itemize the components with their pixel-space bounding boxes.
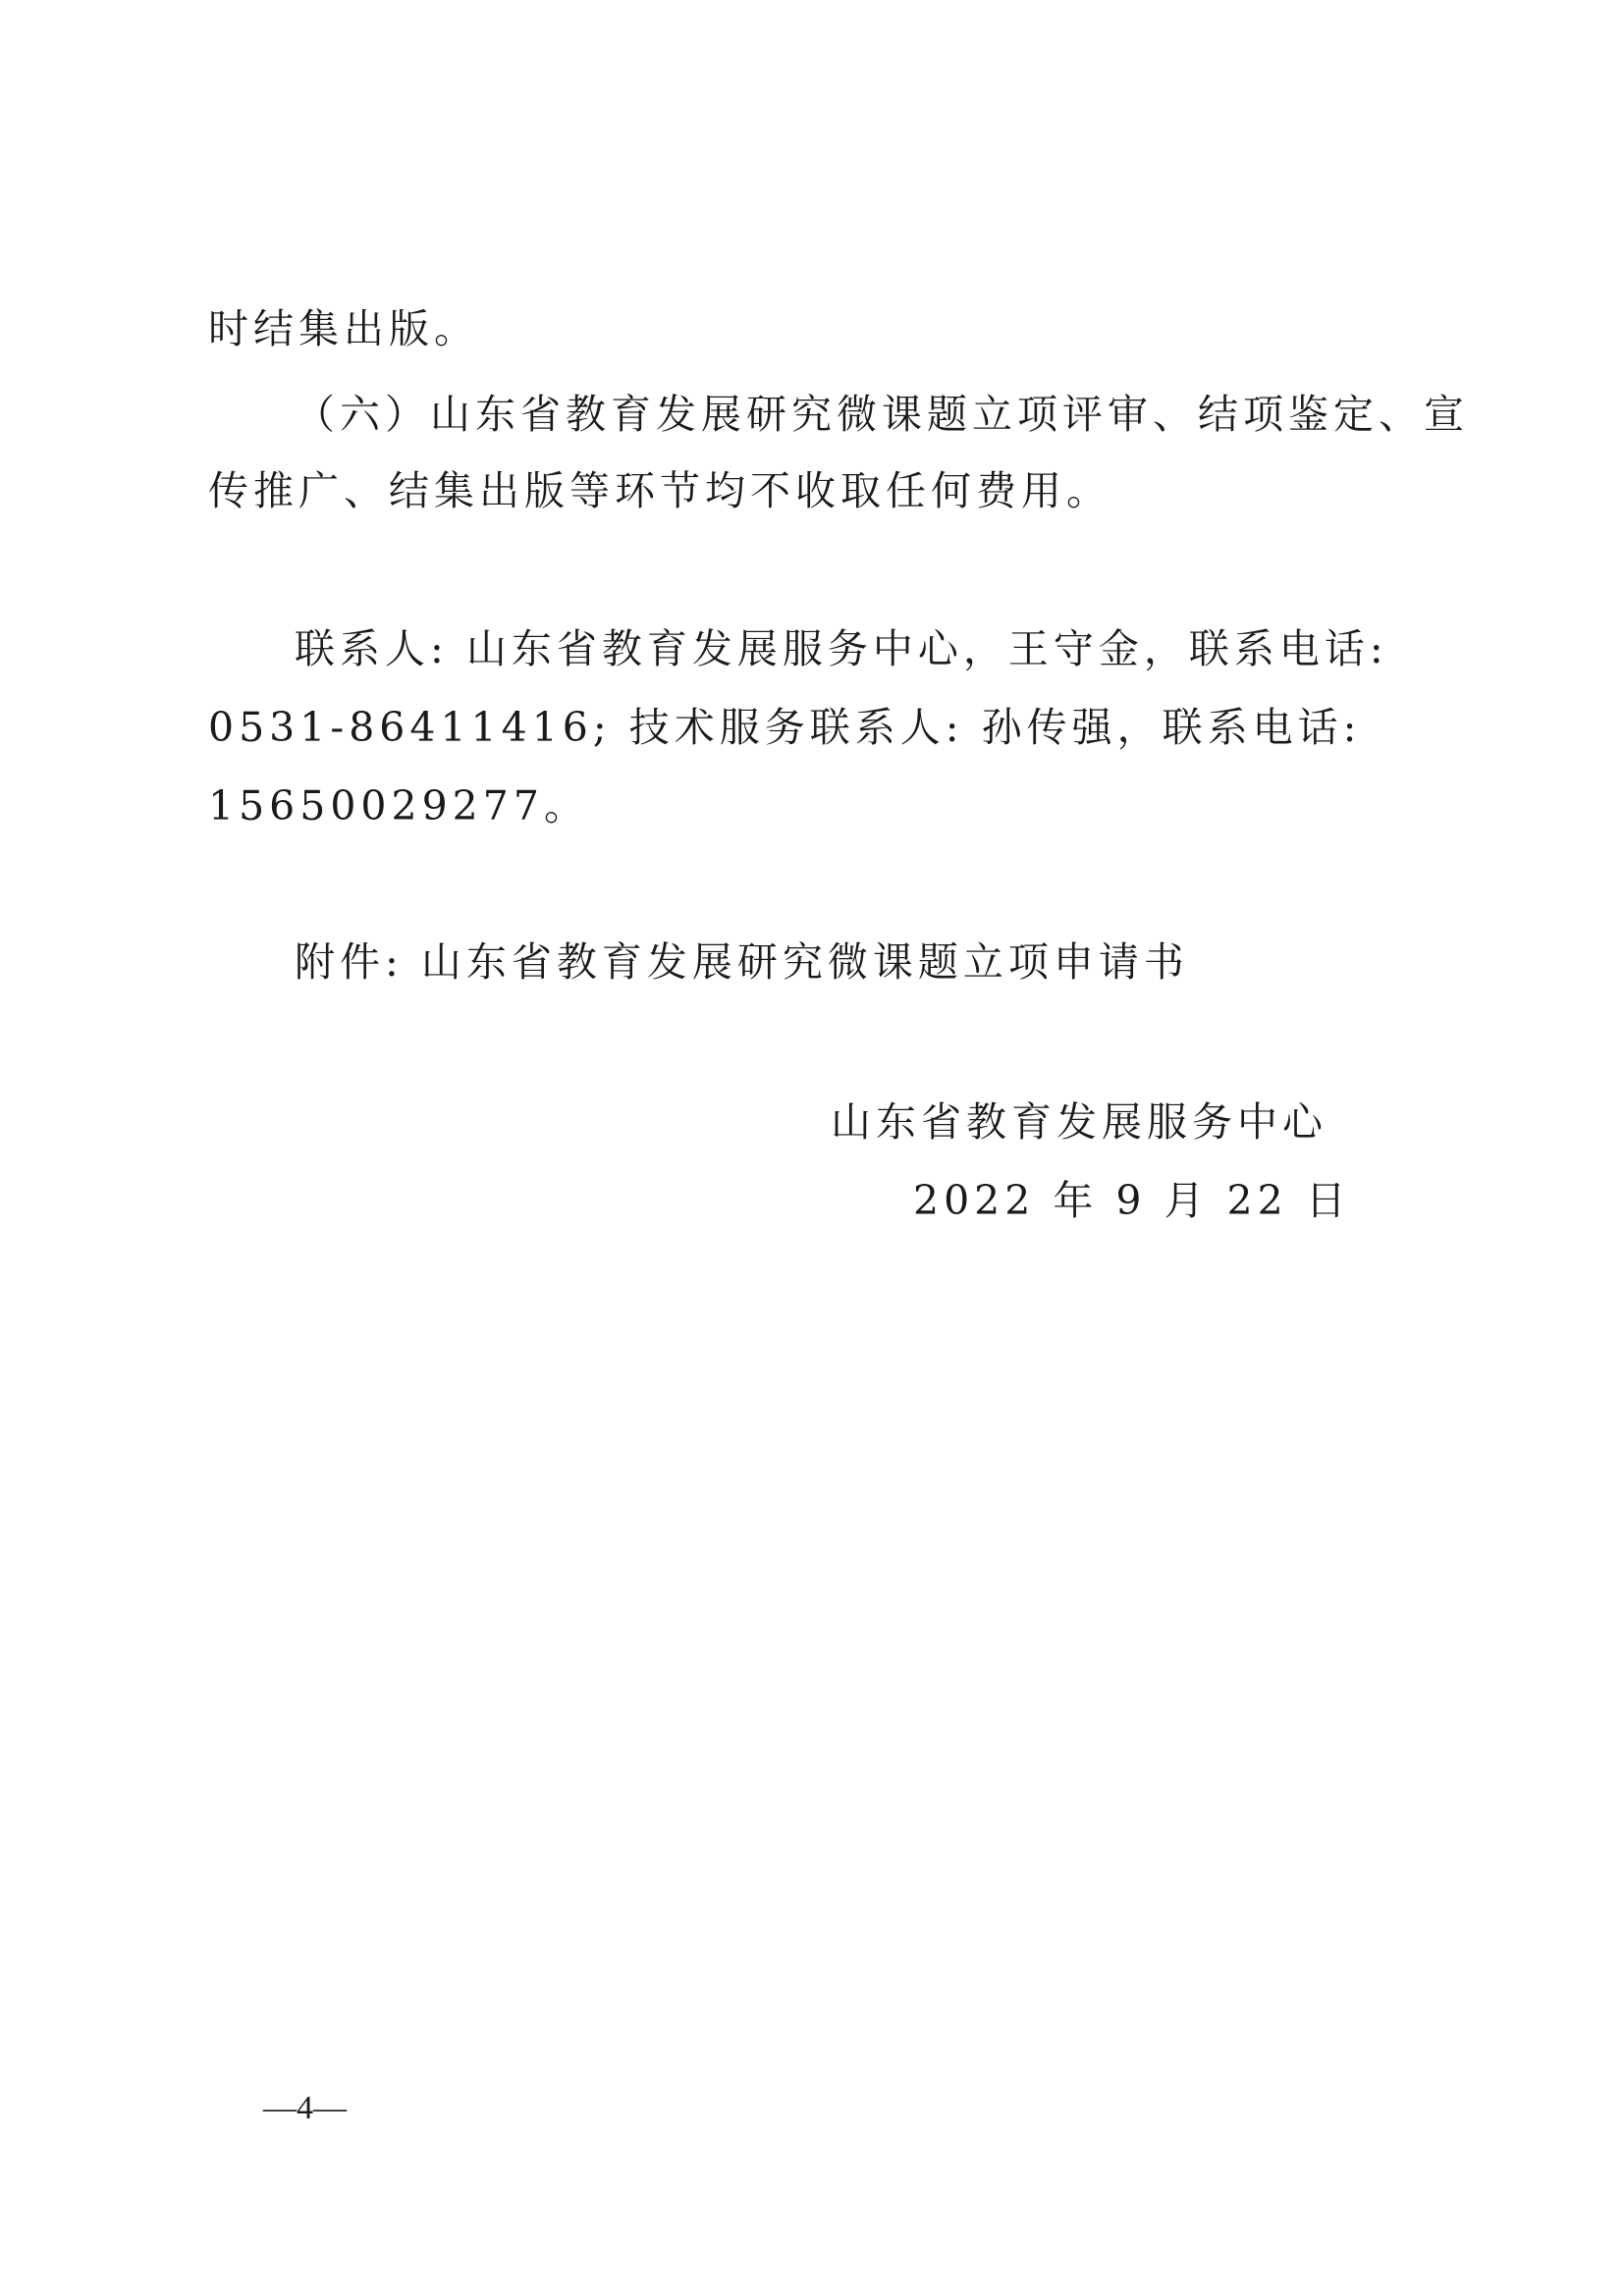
item-six-line-1: （六）山东省教育发展研究微课题立项评审、结项鉴定、宣 — [295, 391, 1469, 438]
contact-line-1: 联系人: 山东省教育发展服务中心，王守金，联系电话: — [295, 625, 1388, 672]
item-six-line-2: 传推广、结集出版等环节均不收取任何费用。 — [208, 467, 1111, 514]
signature-organization: 山东省教育发展服务中心 — [831, 1098, 1327, 1146]
contact-line-2: 0531-86411416; 技术服务联系人: 孙传强，联系电话: — [208, 704, 1362, 751]
page-number: —4— — [263, 2090, 347, 2126]
attachment-line: 附件: 山东省教育发展研究微课题立项申请书 — [295, 938, 1189, 986]
signature-date: 2022 年 9 月 22 日 — [913, 1177, 1351, 1224]
paragraph-continuation: 时结集出版。 — [208, 305, 479, 352]
contact-line-3: 15650029277。 — [208, 782, 589, 829]
